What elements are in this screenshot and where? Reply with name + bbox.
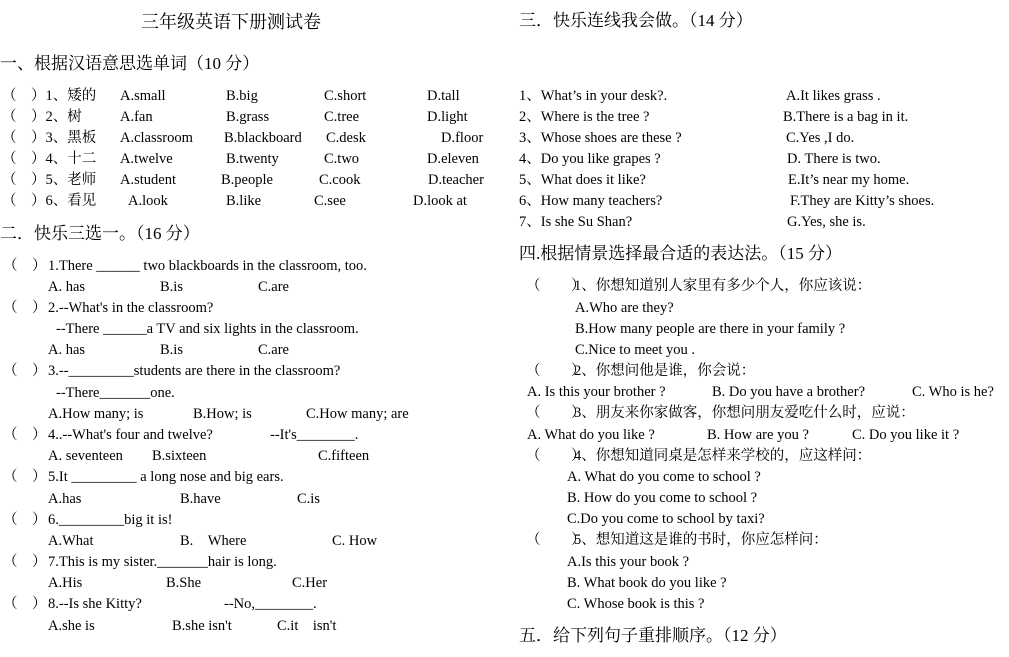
page-title: 三年级英语下册测试卷	[141, 12, 321, 32]
s2-line-16-answer-prompt: --No,________.	[224, 596, 317, 612]
s4-q4-option-a: A. What do you come to school ?	[567, 469, 761, 485]
s2-line-7-option-b: B.How; is	[193, 406, 252, 422]
s4-q3-option-a: A. What do you like ?	[527, 427, 655, 443]
s4-q2-question: 2、你想问他是谁，你会说：	[574, 363, 756, 379]
s1-row-1-option-d: D.tall	[427, 88, 460, 104]
section-5-heading: 五．给下列句子重排顺序。（12 分）	[519, 626, 787, 645]
s1-row-3-option-c: C.desk	[326, 130, 366, 146]
s3-answer-f: F.They are Kitty’s shoes.	[790, 193, 935, 209]
s1-row-2-option-c: C.tree	[324, 109, 360, 125]
s4-q4-paren: （ ）	[526, 448, 586, 464]
s2-line-1-option-b: B.is	[160, 279, 183, 295]
s4-q5-question: 5、想知道这是谁的书时，你应怎样问：	[574, 532, 828, 548]
section-1-heading: 一、根据汉语意思选单词（10 分）	[0, 54, 260, 73]
s4-q2-option-c: C. Who is he?	[912, 384, 994, 400]
s1-row-5-option-c: C.cook	[319, 172, 361, 188]
s2-line-17-option-b: B.she isn't	[172, 618, 232, 634]
s2-line-3-question: --There ______a TV and six lights in the classroom.	[56, 321, 359, 337]
s2-line-4-option-a: A. has	[48, 342, 86, 358]
s2-line-9-option-b: B.sixteen	[152, 448, 207, 464]
s1-row-2-option-d: D.light	[427, 109, 468, 125]
s1-row-3-option-a: A.classroom	[120, 130, 193, 146]
s2-line-8-answer-prompt: --It's________.	[270, 427, 359, 443]
s4-q2-option-a: A. Is this your brother ?	[527, 384, 666, 400]
s4-q4-question: 4、你想知道同桌是怎样来学校的，应这样问：	[574, 448, 872, 464]
s3-question-4: 4、Do you like grapes ?	[519, 151, 661, 167]
s2-line-12-paren: （ ）	[3, 512, 47, 528]
s3-question-2: 2、Where is the tree ?	[519, 109, 650, 125]
section-3-heading: 三．快乐连线我会做。（14 分）	[519, 11, 753, 30]
s3-answer-a: A.It likes grass .	[786, 88, 881, 104]
s4-q5-paren: （ ）	[526, 532, 586, 548]
s1-row-6-option-d: D.look at	[413, 193, 467, 209]
s2-line-7-option-a: A.How many; is	[48, 406, 144, 422]
s2-line-1-option-c: C.are	[258, 279, 289, 295]
s4-q1-question: 1、你想知道别人家里有多少个人，你应该说：	[574, 278, 872, 294]
s4-q3-question: 3、朋友来你家做客，你想问朋友爱吃什么时，应说：	[574, 405, 915, 421]
s4-q4-option-c: C.Do you come to school by taxi?	[567, 511, 765, 527]
s2-line-7-option-c: C.How many; are	[306, 406, 409, 422]
s4-q2-option-b: B. Do you have a brother?	[712, 384, 866, 400]
s1-row-4-option-b: B.twenty	[226, 151, 279, 167]
s2-line-16-question: 8.--Is she Kitty?	[48, 596, 142, 612]
s4-q1-option-b: B.How many people are there in your family ?	[575, 321, 846, 337]
s3-question-5: 5、What does it like?	[519, 172, 646, 188]
s1-row-6-option-a: A.look	[128, 193, 168, 209]
s2-line-12-question: 6._________big it is!	[48, 512, 173, 528]
s2-line-17-option-c: C.it isn't	[277, 618, 337, 634]
s3-answer-b: B.There is a bag in it.	[783, 109, 909, 125]
s3-answer-e: E.It’s near my home.	[788, 172, 910, 188]
s1-row-4-option-a: A.twelve	[120, 151, 173, 167]
s1-row-3-prompt: （ ）3、黑板	[2, 130, 97, 146]
s1-row-1-option-b: B.big	[226, 88, 258, 104]
s2-line-6-question: --There_______one.	[56, 385, 175, 401]
s2-line-10-question: 5.It _________ a long nose and big ears.	[48, 469, 284, 485]
s2-line-16-paren: （ ）	[3, 596, 47, 612]
s3-answer-c: C.Yes ,I do.	[786, 130, 855, 146]
s3-answer-d: D. There is two.	[787, 151, 881, 167]
s2-line-8-paren: （ ）	[3, 427, 47, 443]
s2-line-9-option-a: A. seventeen	[48, 448, 123, 464]
s4-q3-option-b: B. How are you ?	[707, 427, 809, 443]
s1-row-6-option-b: B.like	[226, 193, 262, 209]
s4-q5-option-c: C. Whose book is this ?	[567, 596, 705, 612]
s2-line-13-option-b: B. Where	[180, 533, 247, 549]
s3-answer-g: G.Yes, she is.	[787, 214, 866, 230]
s2-line-4-option-b: B.is	[160, 342, 183, 358]
s1-row-4-option-c: C.two	[324, 151, 360, 167]
s2-line-8-question: 4..--What's four and twelve?	[48, 427, 213, 443]
s1-row-6-prompt: （ ）6、看见	[2, 193, 97, 209]
s2-line-1-option-a: A. has	[48, 279, 86, 295]
s4-q1-option-a: A.Who are they?	[575, 300, 674, 316]
s2-line-13-option-c: C. How	[332, 533, 378, 549]
s3-question-6: 6、How many teachers?	[519, 193, 663, 209]
s1-row-5-option-a: A.student	[120, 172, 176, 188]
s4-q2-paren: （ ）	[526, 363, 586, 379]
s1-row-5-option-b: B.people	[221, 172, 273, 188]
s1-row-6-option-c: C.see	[314, 193, 346, 209]
s2-line-0-paren: （ ）	[3, 258, 47, 274]
s2-line-11-option-a: A.has	[48, 491, 82, 507]
s2-line-0-question: 1.There ______ two blackboards in the classroom, too.	[48, 258, 367, 274]
s1-row-2-option-b: B.grass	[226, 109, 270, 125]
s2-line-13-option-a: A.What	[48, 533, 94, 549]
s4-q1-paren: （ ）	[526, 278, 586, 294]
s4-q3-paren: （ ）	[526, 405, 586, 421]
s1-row-5-prompt: （ ）5、老师	[2, 172, 97, 188]
s1-row-1-option-a: A.small	[120, 88, 166, 104]
s2-line-11-option-b: B.have	[180, 491, 221, 507]
s1-row-1-prompt: （ ）1、矮的	[2, 88, 97, 104]
s3-question-1: 1、What’s in your desk?.	[519, 88, 668, 104]
s2-line-17-option-a: A.she is	[48, 618, 95, 634]
s2-line-11-option-c: C.is	[297, 491, 320, 507]
s2-line-15-option-a: A.His	[48, 575, 83, 591]
s2-line-15-option-b: B.She	[166, 575, 202, 591]
s4-q5-option-b: B. What book do you like ?	[567, 575, 727, 591]
section-4-heading: 四.根据情景选择最合适的表达法。（15 分）	[519, 244, 842, 263]
s1-row-4-option-d: D.eleven	[427, 151, 479, 167]
s2-line-2-question: 2.--What's in the classroom?	[48, 300, 214, 316]
s2-line-14-paren: （ ）	[3, 554, 47, 570]
s2-line-2-paren: （ ）	[3, 300, 47, 316]
s3-question-7: 7、Is she Su Shan?	[519, 214, 633, 230]
s1-row-3-option-d: D.floor	[441, 130, 484, 146]
s2-line-4-option-c: C.are	[258, 342, 289, 358]
s1-row-4-prompt: （ ）4、十二	[2, 151, 97, 167]
s2-line-9-option-c: C.fifteen	[318, 448, 370, 464]
s1-row-2-prompt: （ ）2、树	[2, 109, 82, 125]
s3-question-3: 3、Whose shoes are these ?	[519, 130, 682, 146]
s1-row-3-option-b: B.blackboard	[224, 130, 302, 146]
s4-q5-option-a: A.Is this your book ?	[567, 554, 690, 570]
s2-line-10-paren: （ ）	[3, 469, 47, 485]
s2-line-5-question: 3.--_________students are there in the classroom?	[48, 363, 341, 379]
s1-row-1-option-c: C.short	[324, 88, 367, 104]
s1-row-5-option-d: D.teacher	[428, 172, 484, 188]
s4-q1-option-c: C.Nice to meet you .	[575, 342, 696, 358]
s1-row-2-option-a: A.fan	[120, 109, 153, 125]
s2-line-14-question: 7.This is my sister._______hair is long.	[48, 554, 277, 570]
s4-q3-option-c: C. Do you like it ?	[852, 427, 960, 443]
s2-line-5-paren: （ ）	[3, 363, 47, 379]
s2-line-15-option-c: C.Her	[292, 575, 328, 591]
s4-q4-option-b: B. How do you come to school ?	[567, 490, 758, 506]
section-2-heading: 二．快乐三选一。（16 分）	[0, 224, 200, 243]
